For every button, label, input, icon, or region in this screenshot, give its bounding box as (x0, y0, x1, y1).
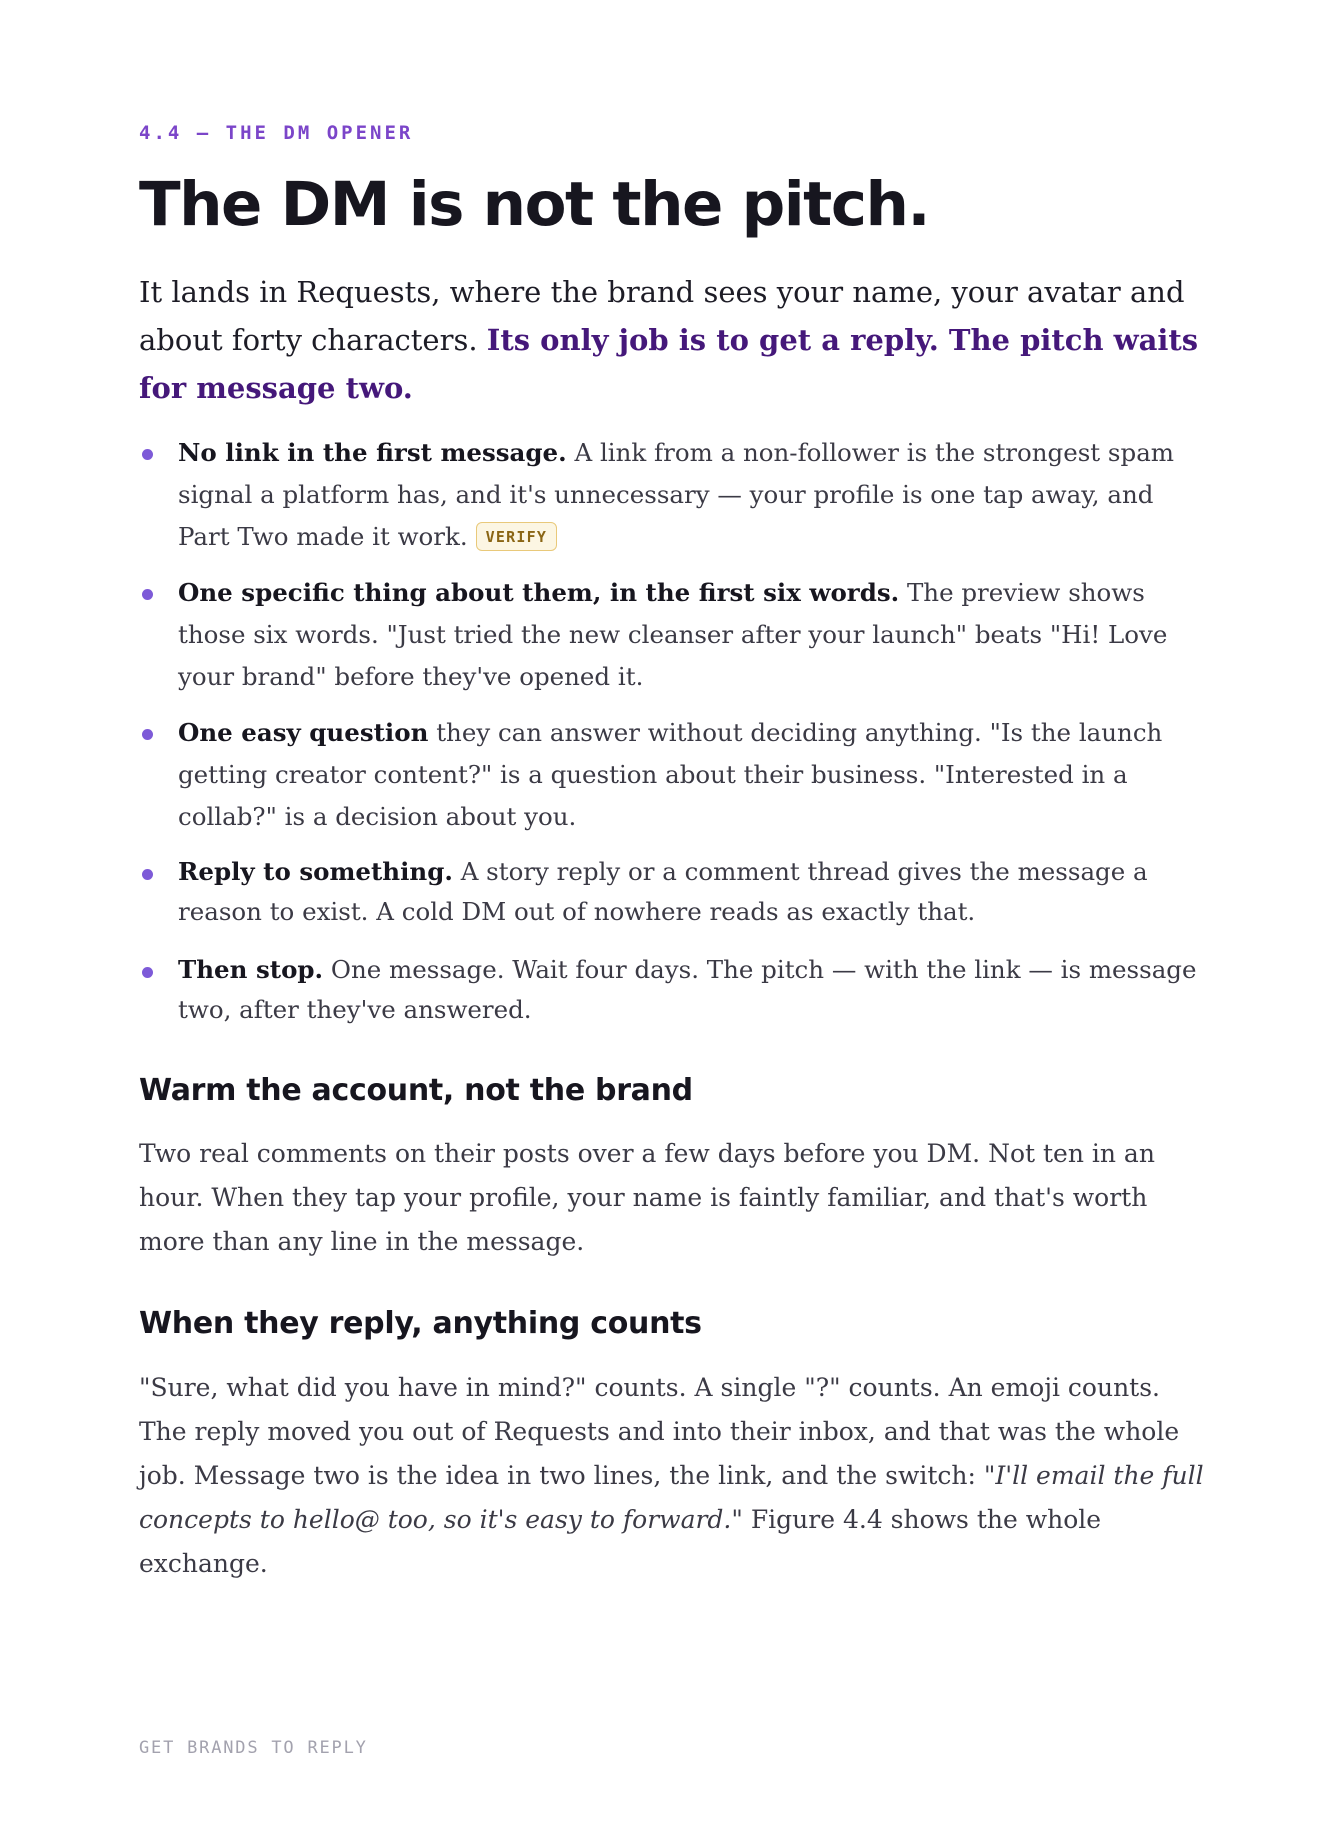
list-item (139, 852, 1209, 932)
page-title: The DM is not the pitch. (139, 169, 930, 240)
reply-body-end: Figure 4.4 shows the whole exchange. (139, 1505, 1102, 1578)
bullet-lead: Then stop. (178, 955, 324, 984)
reply-heading: When they reply, anything counts (139, 1306, 702, 1341)
bullet-text: they can answer without deciding anything. "Is the launch getting creator content?" is a question about their business. "Interested in a collab?" is a decision about you. (178, 718, 1163, 831)
bullet-text: A link from a non-follower is the strongest spam signal a platform has, and it's unnecessary — your profile is one tap away, and Part Two made it work. (178, 438, 1175, 551)
list-item (139, 950, 1209, 1030)
reply-body-text: "Sure, what did you have in mind?" counts. A single "?" counts. An emoji counts. The reply moved you out of Requests and into their inbox, and that was the whole job. Message two is the idea in two lines, the link, and the switch: (139, 1373, 1180, 1490)
verify-badge: VERIFY (476, 522, 557, 551)
reply-body (139, 1366, 1209, 1586)
bullet-lead: Reply to something. (178, 857, 453, 886)
bullet-text: One message. Wait four days. The pitch — with the link — is message two, after they've answered. (178, 955, 1197, 1024)
reply-quote: "I'll email the full concepts to hello@ too, so it's easy to forward." (139, 1461, 1204, 1534)
tips-list (139, 432, 1209, 1030)
warm-body: Two real comments on their posts over a few days before you DM. Not ten in an hour. When they tap your profile, your name is faintly familiar, and that's worth more than any line in the message. (139, 1139, 1155, 1256)
bullet-lead: One specific thing about them, in the first six words. (178, 578, 900, 607)
list-item (139, 712, 1209, 838)
bullet-dot-icon (142, 449, 153, 460)
lede-emphasis: Its only job is to get a reply. The pitch waits for message two. (139, 323, 1199, 405)
section-label: 4.4 — THE DM OPENER (139, 122, 414, 144)
bullet-lead: No link in the first message. (178, 438, 567, 467)
bullet-dot-icon (142, 869, 153, 880)
bullet-text: A story reply or a comment thread gives the message a reason to exist. A cold DM out of nowhere reads as exactly that. (178, 857, 1148, 926)
lede-paragraph (139, 268, 1209, 412)
list-item (139, 572, 1209, 698)
bullet-text: The preview shows those six words. "Just tried the new cleanser after your launch" beats "Hi! Love your brand" before they've opened it. (178, 578, 1168, 691)
bullet-dot-icon (142, 589, 153, 600)
lede-text: It lands in Requests, where the brand sees your name, your avatar and about forty characters. (139, 275, 1185, 357)
bullet-dot-icon (142, 729, 153, 740)
list-item (139, 432, 1209, 558)
warm-heading: Warm the account, not the brand (139, 1073, 693, 1108)
running-footer: GET BRANDS TO REPLY (139, 1738, 368, 1758)
bullet-lead: One easy question (178, 718, 429, 747)
bullet-dot-icon (142, 967, 153, 978)
